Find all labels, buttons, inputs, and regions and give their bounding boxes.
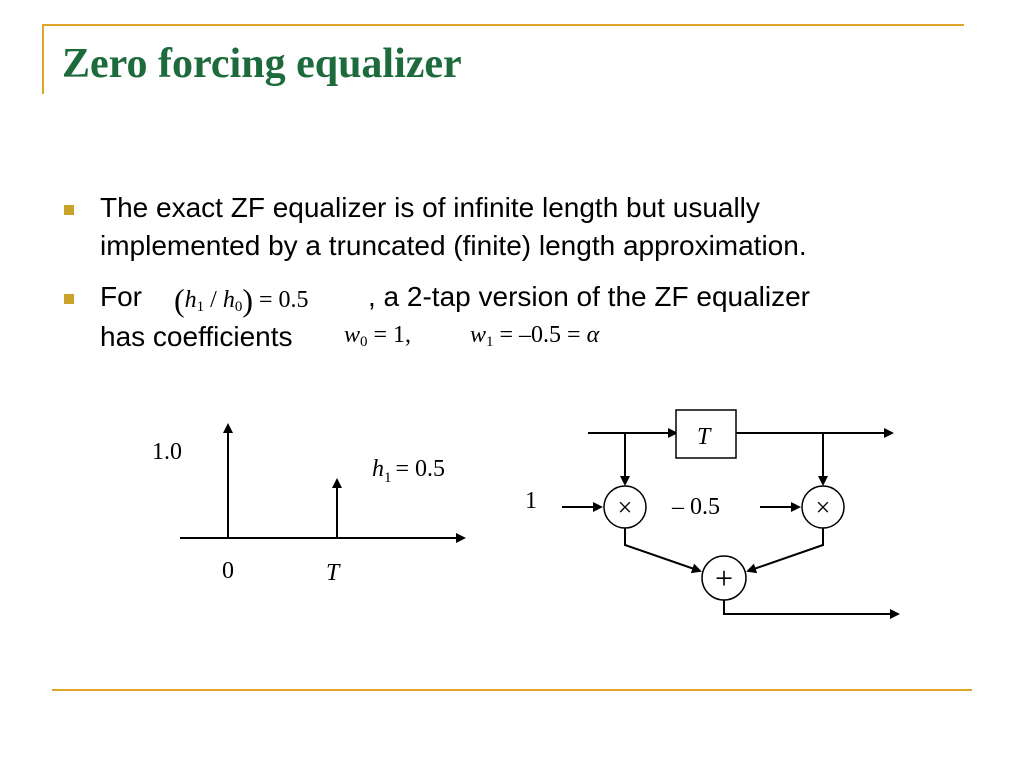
multiplier-1-to-summer — [748, 528, 823, 571]
ratio-formula: $(h_1 / h_0) = 0.5$ — [174, 282, 309, 318]
coefficient-w0-label: 1 — [525, 488, 537, 514]
bullet-2-prefix: For — [100, 281, 142, 312]
bullet-1-line-1: The exact ZF equalizer is of infinite length but usually — [100, 192, 760, 223]
w1-formula: $w_1 = -0.5 = \alpha$ — [470, 322, 600, 350]
coefficient-w1-label: – 0.5 — [672, 494, 720, 520]
y-tick-label: 1.0 — [152, 439, 182, 465]
bullet-2-suffix: , a 2-tap version of the ZF equalizer — [368, 281, 810, 312]
output-line — [724, 600, 898, 614]
bullet-1-line-2: implemented by a truncated (finite) length approximation. — [100, 230, 807, 261]
bottom-rule — [52, 689, 972, 691]
slide-title: Zero forcing equalizer — [62, 41, 462, 87]
delay-label: T — [697, 424, 711, 450]
h1-annotation: $h_1 = 0.5$ — [372, 456, 446, 486]
multiplier-0-symbol: × — [617, 493, 633, 522]
x-tick-T: T — [326, 560, 340, 586]
multiplier-0-to-summer — [625, 528, 700, 571]
w0-formula: $w_0 = 1$, — [344, 322, 412, 350]
bullet-2-line-2: has coefficients — [100, 321, 293, 352]
multiplier-1-symbol: × — [815, 493, 831, 522]
summer-symbol: + — [714, 560, 734, 596]
x-tick-0: 0 — [222, 558, 234, 584]
